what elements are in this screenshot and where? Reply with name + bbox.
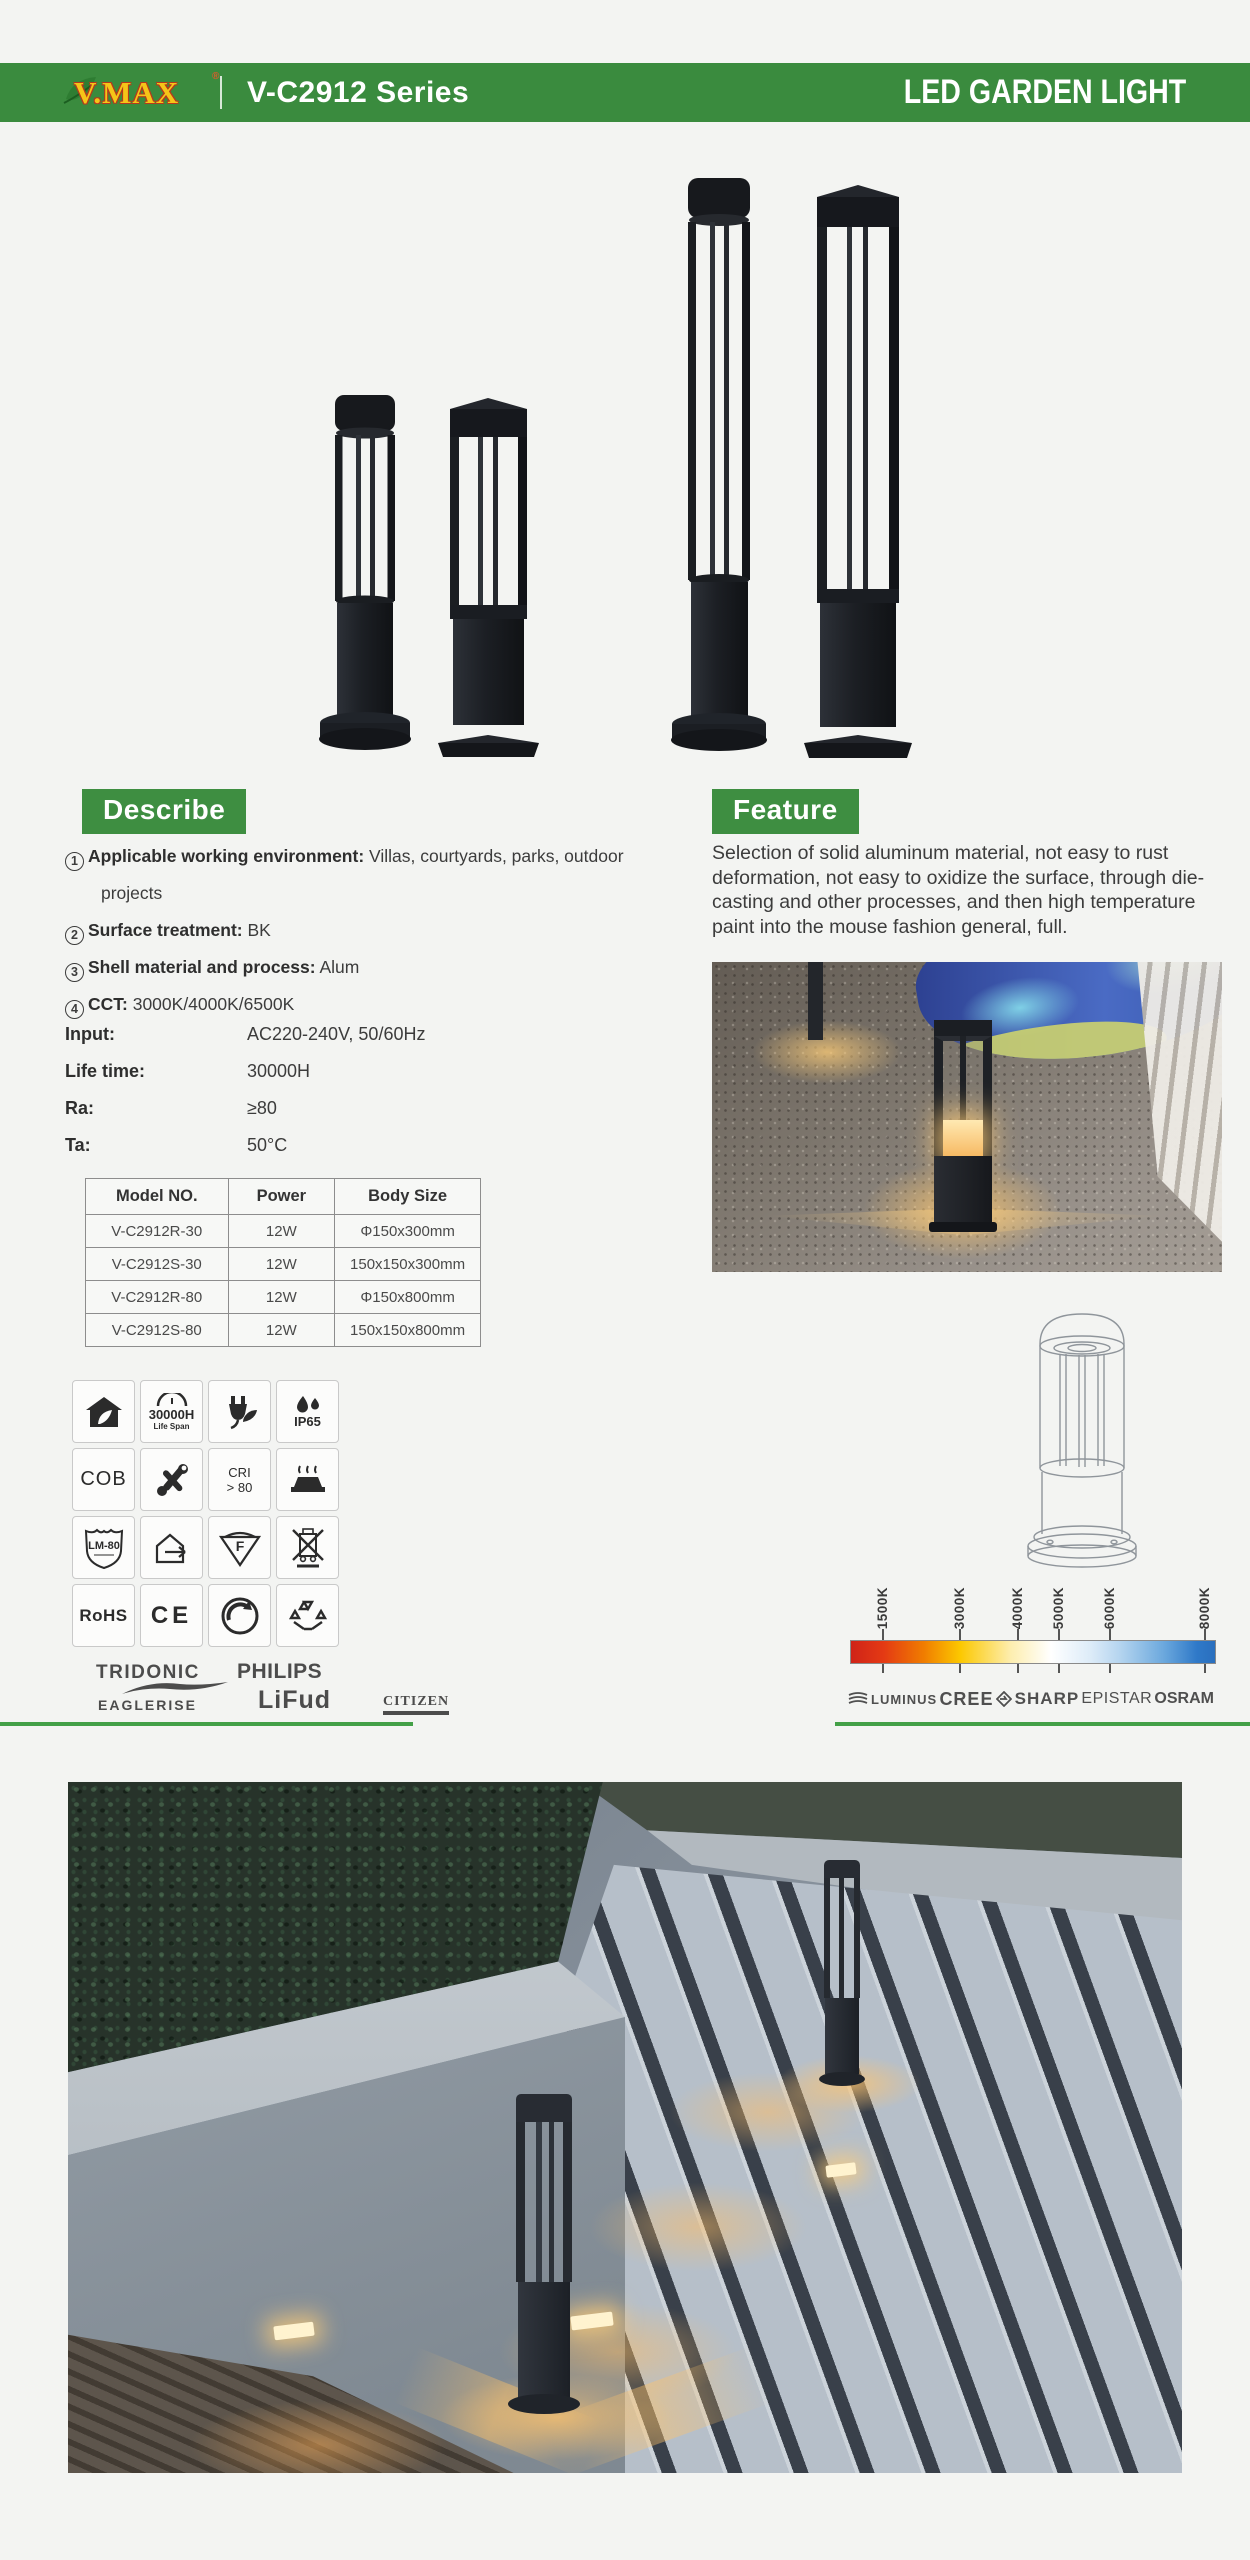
item-number: 2 bbox=[65, 926, 84, 945]
application-photo-garden-steps bbox=[68, 1782, 1182, 2473]
green-divider-right bbox=[835, 1722, 1250, 1726]
foreground-bollard bbox=[934, 1020, 992, 1232]
brand-logo-epistar: EPISTAR bbox=[1081, 1690, 1153, 1707]
luminus-icon bbox=[848, 1692, 868, 1706]
weee-bin-icon bbox=[276, 1516, 339, 1579]
cct-tick-label: 4000K bbox=[1010, 1586, 1026, 1629]
product-photo-square-800 bbox=[795, 183, 920, 760]
logo-v: V bbox=[74, 75, 94, 110]
column-header: Power bbox=[228, 1179, 335, 1215]
ip65-icon: IP65 bbox=[276, 1380, 339, 1443]
product-photo-square-300 bbox=[430, 397, 545, 759]
feature-paragraph: Selection of solid aluminum material, not easy to rust deformation, not easy to oxidize the surface, through die-casting and other processes, and then high temperature paint into the mouse fashion general, full. bbox=[712, 842, 1205, 938]
describe-section-title: Describe bbox=[82, 789, 246, 834]
model-table bbox=[85, 1178, 481, 1347]
background-bollard bbox=[808, 962, 823, 1040]
lifespan-icon: 30000H Life Span bbox=[140, 1380, 203, 1443]
product-photo-round-800 bbox=[662, 176, 777, 760]
cct-tick-label: 3000K bbox=[951, 1586, 967, 1629]
led-brand-row bbox=[848, 1686, 1214, 1712]
item-number: 1 bbox=[65, 852, 84, 871]
item-number: 4 bbox=[65, 1000, 84, 1019]
cct-tick-label: 6000K bbox=[1101, 1586, 1117, 1629]
cct-gradient-bar bbox=[850, 1640, 1216, 1664]
lm80-icon bbox=[72, 1516, 135, 1579]
column-header: Model NO. bbox=[86, 1179, 229, 1215]
table-row: V-C2912S-80 12W 150x150x800mm bbox=[86, 1314, 481, 1347]
brand-logo-eaglerise: EAGLERISE bbox=[98, 1697, 197, 1713]
spec-row: Life time: 30000H bbox=[65, 1061, 311, 1081]
near-bollard-light bbox=[516, 2094, 572, 2416]
registered-mark: ® bbox=[212, 71, 220, 82]
brand-logo-philips: PHILIPS bbox=[237, 1660, 323, 1683]
table-row: V-C2912S-30 12W 150x150x300mm bbox=[86, 1248, 481, 1281]
warm-led-window bbox=[943, 1120, 983, 1158]
spec-row: Input: AC220-240V, 50/60Hz bbox=[65, 1024, 426, 1044]
deck-light-glow bbox=[188, 2400, 448, 2473]
table-row: V-C2912R-80 12W Φ150x800mm bbox=[86, 1281, 481, 1314]
feature-section-title: Feature bbox=[712, 789, 859, 834]
brand-logo-sharp: SHARP bbox=[1014, 1689, 1080, 1708]
brand-logo-cree: CREE bbox=[939, 1689, 1012, 1710]
recycle-icon bbox=[276, 1584, 339, 1647]
list-item: 3 Shell material and process: Alum bbox=[65, 949, 685, 986]
feature-photo-installed-bollard bbox=[712, 962, 1222, 1272]
cct-tick-label: 8000K bbox=[1197, 1586, 1213, 1629]
svg-text:LM-80: LM-80 bbox=[87, 1539, 120, 1552]
rohs-icon: RoHS bbox=[72, 1584, 135, 1647]
product-photo-round-300 bbox=[310, 393, 420, 759]
green-dot-icon bbox=[208, 1584, 271, 1647]
list-item: 2 Surface treatment: BK bbox=[65, 912, 685, 949]
green-divider-left bbox=[0, 1722, 413, 1726]
header-divider bbox=[220, 76, 222, 109]
heatsink-icon bbox=[276, 1448, 339, 1511]
item-number: 3 bbox=[65, 963, 84, 982]
spec-row: Ta: 50°C bbox=[65, 1135, 288, 1155]
certification-grid bbox=[72, 1380, 339, 1647]
cct-tick-label: 5000K bbox=[1050, 1586, 1066, 1629]
brand-logo-lifud: LiFud bbox=[258, 1686, 332, 1714]
house-arrow-icon bbox=[140, 1516, 203, 1579]
step-light-pool bbox=[588, 2182, 808, 2272]
cct-tick-label: 1500K bbox=[874, 1586, 890, 1629]
series-title: V-C2912 Series bbox=[247, 76, 470, 109]
product-title: LED GARDEN LIGHT bbox=[903, 73, 1186, 111]
technical-line-drawing bbox=[1022, 1308, 1142, 1580]
tools-icon bbox=[140, 1448, 203, 1511]
table-header-row bbox=[86, 1179, 481, 1215]
describe-list bbox=[65, 838, 685, 1023]
brand-logo-luminus: LUMINUS bbox=[848, 1692, 937, 1707]
vmax-logo bbox=[64, 71, 224, 115]
cri-icon: CRI > 80 bbox=[208, 1448, 271, 1511]
header-bar bbox=[0, 63, 1250, 122]
brand-logo-tridonic: TRIDONIC bbox=[96, 1662, 200, 1683]
ce-icon: CE bbox=[140, 1584, 203, 1647]
far-bollard-light bbox=[824, 1860, 860, 2086]
svg-text:F: F bbox=[235, 1537, 244, 1554]
brand-logo-osram: OSRAM bbox=[1154, 1690, 1214, 1707]
eco-house-icon bbox=[72, 1380, 135, 1443]
brand-logo-citizen: CITIZEN bbox=[383, 1694, 449, 1715]
cct-scale bbox=[850, 1583, 1216, 1685]
cob-icon: COB bbox=[72, 1448, 135, 1511]
logo-max: .MAX bbox=[93, 75, 180, 110]
spec-list bbox=[65, 1016, 625, 1164]
table-row: V-C2912R-30 12W Φ150x300mm bbox=[86, 1215, 481, 1248]
energy-plug-icon bbox=[208, 1380, 271, 1443]
column-header: Body Size bbox=[335, 1179, 481, 1215]
list-item: 1 Applicable working environment: Villas, courtyards, parks, outdoor projects bbox=[65, 838, 685, 912]
eagle-swoosh-icon bbox=[120, 1678, 230, 1698]
cree-arrow-icon bbox=[996, 1691, 1012, 1707]
list-item: 4 CCT: 3000K/4000K/6500K bbox=[65, 986, 685, 1023]
f-mark-icon bbox=[208, 1516, 271, 1579]
spec-row: Ra: ≥80 bbox=[65, 1098, 277, 1118]
background-light-glow bbox=[752, 1020, 902, 1084]
